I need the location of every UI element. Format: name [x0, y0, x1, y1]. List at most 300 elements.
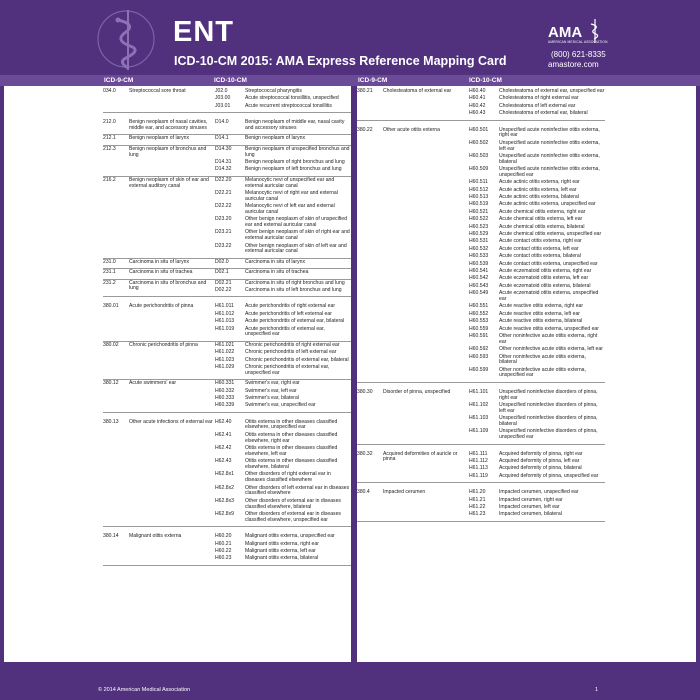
icd10-description: Acute actinic otitis externa, left ear: [499, 186, 577, 193]
icd10-entry: [215, 389, 351, 395]
icd9-code: 231.2: [103, 279, 116, 286]
code-row: [103, 419, 351, 528]
icd10-list: [215, 178, 351, 257]
icd10-code: H60.333: [215, 394, 235, 401]
icd10-entry: [469, 505, 605, 511]
icd10-entry: [215, 136, 351, 142]
icd10-entry: [469, 89, 605, 95]
icd10-code: D02.22: [215, 287, 232, 294]
icd10-entry: [215, 270, 351, 276]
icd10-description: Malignant otitis externa, left ear: [245, 547, 316, 554]
icd10-code: H60.533: [469, 253, 489, 260]
icd10-entry: [215, 556, 351, 562]
icd10-entry: [469, 429, 605, 441]
icd10-description: Acute chemical otitis externa, unspecified ear: [499, 231, 602, 238]
icd10-description: Acute eczematoid otitis externa, right ear: [499, 268, 592, 274]
icd10-entry: [469, 239, 605, 245]
icd10-entry: [469, 104, 605, 110]
icd9-description: Impacted cerumen: [383, 489, 426, 496]
icd10-description: Carcinoma in situ of larynx: [245, 258, 306, 265]
code-row: [103, 280, 351, 298]
icd10-code: H60.512: [469, 186, 489, 193]
icd10-entry: [469, 202, 605, 208]
icd9-code: 212.1: [103, 135, 116, 142]
icd9-description: Acute swimmers' ear: [129, 380, 177, 387]
page-number: 1: [595, 687, 599, 693]
code-row: [103, 380, 351, 413]
icd10-code: H60.592: [469, 346, 489, 353]
icd10-description: Acute eczematoid otitis externa, unspecified ear: [499, 290, 599, 302]
ama-logo-text: AMA: [548, 24, 583, 41]
icd10-entry: [469, 466, 605, 472]
icd10-code: H60.511: [469, 179, 488, 186]
icd10-entry: [469, 347, 605, 353]
icd10-code: H60.40: [469, 88, 486, 94]
icd10-code: H60.23: [215, 555, 232, 562]
icd10-entry: [215, 472, 351, 484]
code-row: [357, 451, 605, 484]
icd10-code: J03.01: [215, 102, 231, 109]
icd10-entry: [469, 232, 605, 238]
icd10-description: Acquired deformity of pinna, unspecified ear: [499, 472, 599, 479]
ama-logo-subtext: AMERICAN MEDICAL ASSOCIATION: [548, 40, 608, 44]
icd10-code: J03.00: [215, 95, 231, 102]
staff-icon: [589, 19, 601, 43]
icd10-description: Acute reactive otitis externa, right ear: [499, 303, 584, 310]
icd10-description: Acute actinic otitis externa, right ear: [499, 179, 580, 186]
icd10-code: H61.023: [215, 356, 235, 363]
icd10-entry: [469, 312, 605, 318]
column-header-icd10-right: ICD-10-CM: [469, 77, 502, 84]
icd10-code: H60.559: [469, 325, 489, 332]
icd10-description: Benign neoplasm of left bronchus and lung: [245, 166, 342, 173]
icd10-entry: [469, 111, 605, 117]
icd10-description: Cholesteatoma of right external ear: [499, 95, 579, 102]
icd10-entry: [469, 459, 605, 465]
icd10-description: Swimmer's ear, unspecified ear: [245, 402, 316, 409]
icd10-code: H60.599: [469, 366, 489, 373]
icd10-entry: [215, 534, 351, 540]
icd10-description: Acute chemical otitis externa, right ear: [499, 208, 586, 215]
icd10-code: D23.22: [215, 242, 232, 249]
icd10-code: H60.503: [469, 152, 489, 159]
icd10-list: [215, 420, 351, 526]
icd10-code: H60.543: [469, 282, 489, 289]
icd10-description: Swimmer's ear, right ear: [245, 380, 300, 387]
icd10-code: H62.42: [215, 445, 232, 452]
code-row: [357, 389, 605, 445]
icd10-entry: [215, 96, 351, 102]
icd10-description: Otitis externa in other diseases classified elsewhere, left ear: [245, 445, 338, 457]
icd10-code: H61.113: [469, 465, 488, 472]
icd10-entry: [469, 269, 605, 275]
column-header-icd10-left: ICD-10-CM: [214, 77, 247, 84]
icd10-description: Other noninfective acute otitis externa, unspecified ear: [499, 366, 586, 379]
icd10-code: H60.502: [469, 139, 489, 146]
icd10-code: H61.011: [215, 303, 234, 310]
icd10-description: Chronic perichondritis of external ear, unspecified ear: [245, 363, 330, 376]
icd10-code: H61.119: [469, 472, 488, 479]
icd10-code: H60.553: [469, 318, 489, 325]
code-row: [357, 86, 605, 121]
icd10-code: H60.591: [469, 332, 489, 339]
icd9-description: Other acute otitis externa: [383, 126, 440, 133]
icd10-description: Melanocytic nevi of left ear and external auricular canal: [245, 203, 335, 215]
footer-bar: [0, 662, 700, 700]
icd10-code: H61.019: [215, 325, 235, 332]
icd10-entry: [215, 350, 351, 356]
icd10-entry: [215, 260, 351, 266]
icd10-code: H61.20: [469, 489, 486, 496]
icd10-code: H60.339: [215, 402, 235, 409]
icd10-entry: [469, 128, 605, 140]
icd10-code: H60.43: [469, 110, 486, 117]
icd10-list: [215, 343, 351, 378]
icd10-description: Acute recurrent streptococcal tonsillitis: [245, 102, 332, 109]
icd10-entry: [469, 368, 605, 380]
icd10-list: [215, 270, 351, 277]
icd10-list: [215, 89, 351, 111]
icd10-list: [215, 120, 351, 133]
icd10-entry: [469, 276, 605, 282]
icd10-entry: [469, 247, 605, 253]
icd10-entry: [215, 204, 351, 216]
copyright-text: © 2014 American Medical Association: [98, 687, 191, 693]
column-header-bar: [0, 75, 700, 86]
icd9-code: 216.2: [103, 176, 116, 183]
icd10-code: H61.101: [469, 388, 489, 395]
icd10-description: Benign neoplasm of right bronchus and lung: [245, 158, 345, 165]
caduceus-logo-icon: [96, 6, 162, 72]
icd10-description: Other noninfective acute otitis externa, right ear: [499, 332, 598, 345]
icd10-description: Otitis externa in other diseases classified elsewhere, unspecified ear: [245, 418, 338, 431]
icd10-entry: [215, 230, 351, 242]
icd10-entry: [469, 225, 605, 231]
icd10-code: D23.21: [215, 229, 232, 236]
icd10-entry: [215, 147, 351, 159]
page-title: ENT: [173, 16, 234, 48]
icd9-code: 380.32: [357, 450, 373, 457]
header-banner: [0, 0, 700, 75]
icd10-code: H60.521: [469, 208, 489, 215]
icd10-entry: [215, 167, 351, 173]
icd10-code: H60.539: [469, 260, 489, 267]
icd10-entry: [469, 452, 605, 458]
code-row: [103, 259, 351, 269]
icd9-code: 212.3: [103, 145, 116, 152]
icd10-code: H60.332: [215, 387, 235, 394]
icd10-code: H61.029: [215, 363, 235, 370]
icd10-description: Carcinoma in situ of trachea: [245, 269, 309, 276]
icd10-code: H60.20: [215, 533, 232, 540]
icd10-entry: [469, 512, 605, 518]
icd10-code: H61.109: [469, 428, 489, 435]
icd10-list: [469, 390, 605, 443]
icd10-description: Cholesteatoma of external ear, unspecified ear: [499, 88, 605, 94]
icd10-description: Unspecified acute noninfective otitis externa, unspecified ear: [499, 166, 600, 178]
page-subtitle: ICD-10-CM 2015: AMA Express Reference Mapping Card: [174, 54, 507, 68]
icd10-entry: [469, 490, 605, 496]
icd10-description: Unspecified acute noninfective otitis externa, bilateral: [499, 152, 600, 165]
code-row: [103, 135, 351, 145]
icd10-entry: [215, 244, 351, 256]
icd10-description: Other disorders of external ear in diseases classified elsewhere, unspecified ear: [245, 511, 341, 523]
icd10-code: H61.22: [469, 503, 486, 510]
icd10-entry: [215, 381, 351, 387]
icd10-entry: [215, 312, 351, 318]
icd10-code: H60.531: [469, 238, 489, 245]
icd10-description: Unspecified noninfective disorders of pinna, left ear: [499, 402, 598, 414]
icd10-code: D14.31: [215, 158, 232, 165]
icd10-code: D23.20: [215, 216, 232, 223]
icd10-entry: [215, 178, 351, 190]
icd10-list: [215, 147, 351, 175]
icd10-description: Impacted cerumen, right ear: [499, 496, 563, 503]
icd10-description: Other benign neoplasm of skin of left ear and external auricular canal: [245, 242, 347, 255]
icd10-description: Benign neoplasm of middle ear, nasal cavity and accessory sinuses: [245, 119, 345, 131]
ama-website-link[interactable]: amastore.com: [548, 60, 599, 69]
icd9-code: 380.01: [103, 303, 119, 310]
icd10-entry: [215, 403, 351, 409]
icd10-description: Swimmer's ear, bilateral: [245, 394, 299, 401]
icd9-description: Acute perichondritis of pinna: [129, 303, 194, 310]
icd9-description: Acquired deformities of auricle or pinna: [383, 450, 458, 463]
icd10-description: Acute actinic otitis externa, unspecified ear: [499, 201, 596, 208]
icd10-description: Acute eczematoid otitis externa, left ear: [499, 275, 589, 282]
icd10-description: Otitis externa in other diseases classified elsewhere, bilateral: [245, 458, 338, 471]
icd10-entry: [215, 217, 351, 229]
icd10-list: [469, 452, 605, 482]
icd10-entry: [469, 498, 605, 504]
icd10-entry: [469, 403, 605, 415]
icd10-description: Acute actinic otitis externa, bilateral: [499, 194, 579, 201]
icd10-code: D02.21: [215, 279, 232, 286]
icd10-list: [215, 136, 351, 143]
icd10-code: H60.501: [469, 126, 489, 133]
icd10-code: D02.1: [215, 269, 229, 276]
code-row: [103, 119, 351, 135]
ama-phone: (800) 621-8335: [551, 50, 606, 59]
icd10-entry: [215, 327, 351, 339]
icd10-code: D14.0: [215, 119, 229, 126]
icd10-code: H61.013: [215, 318, 235, 325]
icd10-description: Carcinoma in situ of right bronchus and lung: [245, 279, 345, 286]
icd10-list: [469, 128, 605, 381]
icd10-entry: [215, 104, 351, 110]
icd10-code: H60.523: [469, 223, 489, 230]
icd10-description: Malignant otitis externa, bilateral: [245, 555, 319, 562]
icd9-description: Benign neoplasm of larynx: [129, 135, 190, 142]
icd10-code: H60.551: [469, 303, 489, 310]
icd10-description: Acute reactive otitis externa, bilateral: [499, 318, 583, 325]
icd10-code: H62.8x9: [215, 511, 234, 517]
icd10-description: Other disorders of left external ear in diseases classified elsewhere: [245, 484, 350, 497]
icd10-description: Acute contact otitis externa, left ear: [499, 245, 579, 252]
icd10-list: [215, 304, 351, 339]
icd10-entry: [215, 89, 351, 95]
icd10-code: H60.41: [469, 95, 486, 102]
icd10-entry: [469, 180, 605, 186]
icd10-code: H61.112: [469, 458, 488, 465]
icd10-code: H61.23: [469, 511, 486, 518]
ama-logo: [548, 25, 610, 45]
icd10-description: Acute reactive otitis externa, unspecified ear: [499, 325, 599, 332]
icd10-code: H60.522: [469, 216, 489, 223]
icd10-code: H60.552: [469, 310, 489, 317]
icd10-entry: [469, 416, 605, 428]
icd10-entry: [469, 188, 605, 194]
icd10-code: H61.21: [469, 496, 486, 503]
icd10-description: Swimmer's ear, left ear: [245, 387, 297, 394]
icd10-entry: [215, 160, 351, 166]
icd10-entry: [215, 288, 351, 294]
icd9-description: Carcinoma in situ of bronchus and lung: [129, 279, 207, 292]
icd10-code: D22.20: [215, 176, 232, 183]
icd9-description: Benign neoplasm of bronchus and lung: [129, 145, 207, 158]
icd10-description: Benign neoplasm of larynx: [245, 135, 306, 142]
icd10-entry: [469, 355, 605, 367]
icd10-entry: [469, 254, 605, 260]
icd10-entry: [469, 327, 605, 333]
icd10-description: Acquired deformity of pinna, left ear: [499, 458, 580, 465]
icd10-entry: [215, 512, 351, 524]
icd10-entry: [469, 319, 605, 325]
icd9-code: 380.4: [357, 489, 370, 496]
icd10-description: Acute perichondritis of left external ear: [245, 310, 332, 317]
code-row: [103, 146, 351, 177]
icd10-code: H61.103: [469, 415, 489, 422]
icd10-description: Unspecified noninfective disorders of pinna, bilateral: [499, 415, 598, 428]
icd10-entry: [215, 420, 351, 432]
icd9-description: Disorder of pinna, unspecified: [383, 388, 451, 395]
code-row: [103, 533, 351, 566]
icd10-list: [469, 490, 605, 520]
icd10-entry: [215, 549, 351, 555]
icd10-code: D14.32: [215, 166, 232, 173]
icd10-code: H61.021: [215, 341, 235, 348]
code-row: [103, 86, 351, 113]
right-border: [696, 86, 700, 662]
icd9-description: Cholesteatoma of external ear: [383, 88, 452, 94]
icd10-entry: [469, 141, 605, 153]
icd10-code: H60.509: [469, 166, 489, 173]
icd10-entry: [469, 195, 605, 201]
icd10-entry: [215, 459, 351, 471]
icd10-entry: [215, 486, 351, 498]
icd10-description: Chronic perichondritis of external ear, bilateral: [245, 356, 349, 363]
code-row: [103, 342, 351, 380]
icd9-description: Carcinoma in situ of trachea: [129, 269, 193, 276]
icd10-description: Acquired deformity of pinna, bilateral: [499, 465, 582, 472]
icd10-code: H62.8x3: [215, 497, 234, 504]
icd10-entry: [469, 96, 605, 102]
code-row: [103, 269, 351, 279]
icd9-code: 380.21: [357, 88, 373, 94]
icd9-code: 380.02: [103, 341, 119, 348]
icd9-code: 380.22: [357, 126, 373, 133]
icd10-description: Acute chemical otitis externa, bilateral: [499, 223, 585, 230]
icd10-entry: [215, 542, 351, 548]
icd10-list: [215, 281, 351, 296]
icd10-code: D02.0: [215, 258, 229, 265]
icd10-entry: [469, 217, 605, 223]
right-code-table: [357, 86, 605, 662]
icd10-description: Acquired deformity of pinna, right ear: [499, 450, 583, 457]
icd10-description: Cholesteatoma of left external ear: [499, 102, 576, 109]
icd10-entry: [469, 154, 605, 166]
code-row: [357, 127, 605, 383]
icd10-description: Other noninfective acute otitis externa, bilateral: [499, 353, 586, 366]
icd10-code: H60.541: [469, 268, 489, 274]
icd10-description: Acute reactive otitis externa, left ear: [499, 310, 580, 317]
icd9-code: 212.0: [103, 119, 116, 126]
icd10-code: H60.42: [469, 102, 486, 109]
icd10-code: H61.012: [215, 310, 235, 317]
icd10-entry: [215, 304, 351, 310]
icd10-description: Unspecified noninfective disorders of pinna, right ear: [499, 388, 598, 401]
icd10-entry: [215, 319, 351, 325]
icd10-entry: [215, 446, 351, 458]
icd10-code: D14.30: [215, 145, 232, 152]
icd10-description: Otitis externa in other diseases classified elsewhere, right ear: [245, 431, 338, 444]
icd10-description: Acute contact otitis externa, unspecified ear: [499, 260, 598, 267]
icd10-description: Other benign neoplasm of skin of right ear and external auricular canal: [245, 229, 350, 242]
icd10-code: H60.542: [469, 275, 489, 282]
icd10-entry: [469, 304, 605, 310]
icd10-description: Unspecified acute noninfective otitis externa, right ear: [499, 126, 600, 139]
icd10-description: Acute perichondritis of external ear, bilateral: [245, 318, 345, 325]
icd10-description: Impacted cerumen, bilateral: [499, 511, 562, 518]
icd10-code: D14.1: [215, 135, 229, 142]
icd9-description: Carcinoma in situ of larynx: [129, 258, 190, 265]
icd10-description: Cholesteatoma of external ear, bilateral: [499, 110, 588, 117]
icd10-entry: [215, 120, 351, 132]
icd10-list: [215, 534, 351, 564]
icd10-code: H60.532: [469, 245, 489, 252]
icd10-entry: [215, 343, 351, 349]
icd10-code: H62.43: [215, 458, 232, 465]
icd9-description: Malignant otitis externa: [129, 533, 182, 540]
code-row: [103, 303, 351, 341]
icd10-code: H60.519: [469, 201, 489, 208]
icd10-description: Unspecified acute noninfective otitis externa, left ear: [499, 139, 600, 152]
icd10-description: Carcinoma in situ of left bronchus and lung: [245, 287, 342, 294]
icd9-code: 380.30: [357, 388, 373, 395]
icd10-list: [215, 260, 351, 267]
icd10-list: [469, 89, 605, 119]
left-border: [0, 86, 4, 662]
icd10-entry: [215, 358, 351, 364]
icd10-entry: [469, 167, 605, 179]
icd10-description: Malignant otitis externa, right ear: [245, 540, 319, 547]
icd10-description: Acute streptococcal tonsillitis, unspecified: [245, 95, 339, 102]
icd10-description: Acute perichondritis of right external ear: [245, 303, 336, 310]
icd10-code: H60.22: [215, 547, 232, 554]
icd10-description: Acute eczematoid otitis externa, bilateral: [499, 282, 591, 289]
code-row: [357, 489, 605, 522]
icd10-code: H62.8x1: [215, 471, 234, 478]
icd10-code: H60.21: [215, 540, 232, 547]
left-code-table: [103, 86, 351, 662]
icd10-entry: [215, 396, 351, 402]
icd10-description: Streptococcal pharyngitis: [245, 88, 302, 94]
icd10-description: Other noninfective acute otitis externa, left ear: [499, 346, 603, 353]
icd10-code: H62.8x2: [215, 484, 234, 491]
icd10-description: Acute perichondritis of external ear, unspecified ear: [245, 325, 325, 338]
icd10-entry: [215, 191, 351, 203]
icd10-code: D22.21: [215, 189, 232, 196]
icd10-entry: [469, 334, 605, 346]
